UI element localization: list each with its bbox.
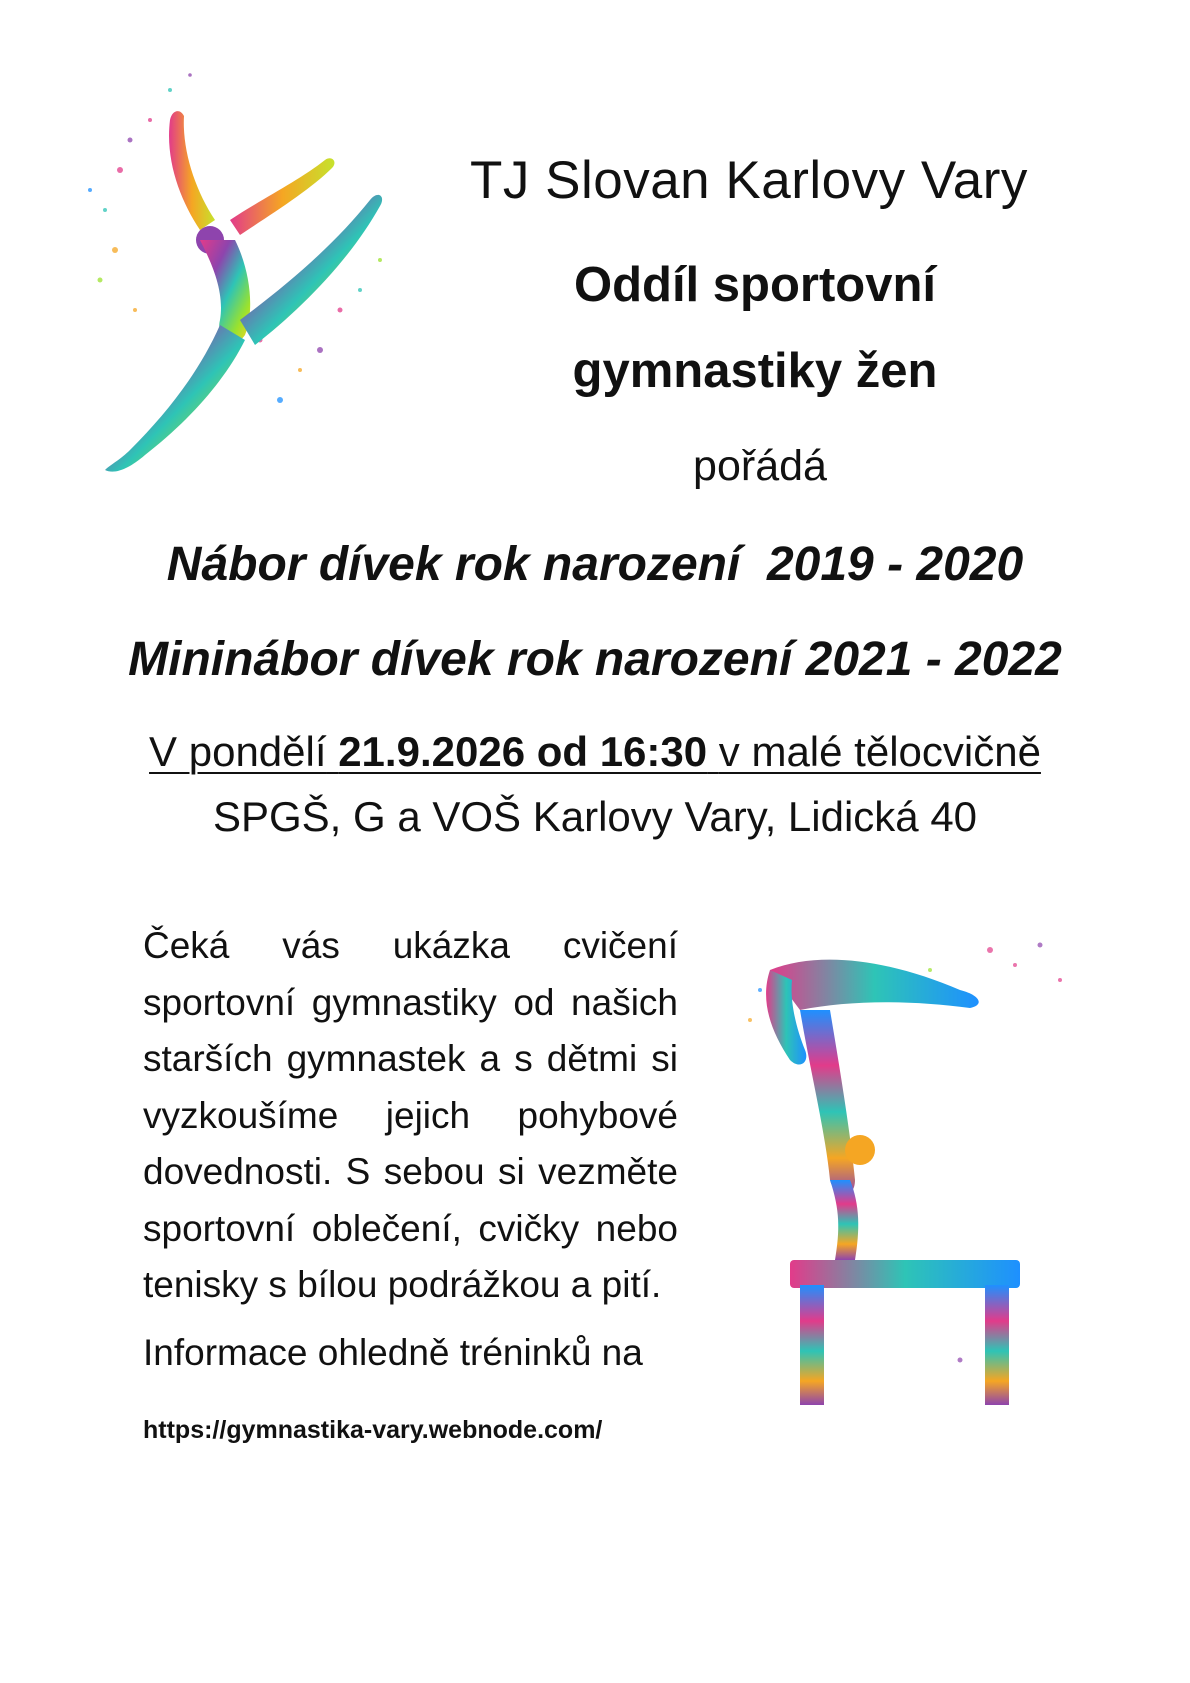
recruitment-line-1: Nábor dívek rok narození 2019 - 2020	[166, 538, 1024, 591]
section-title	[520, 242, 990, 414]
gymnast-leap-illustration	[60, 50, 430, 520]
event-description: Čeká vás ukázka cvičení sportovní gymnastiky od našich starších gymnastek a s dětmi si vyzkoušíme jejich pohybové dovednosti. S sebou si vezměte sportovní oblečení, cvičky nebo tenisky s bílou podrážkou a pití.	[143, 925, 678, 1305]
club-name: TJ Slovan Karlovy Vary	[470, 151, 1028, 210]
event-address: SPGŠ, G a VOŠ Karlovy Vary, Lidická 40	[212, 793, 978, 840]
event-day-prefix: V pondělí	[149, 728, 327, 775]
gymnast-handstand-illustration	[730, 930, 1090, 1430]
website-link[interactable]: https://gymnastika-vary.webnode.com/	[143, 1416, 603, 1444]
info-text: Informace ohledně tréninků na	[143, 1332, 643, 1373]
section-title-line1: Oddíl sportovní	[573, 258, 937, 312]
recruitment-line-2: Mininábor dívek rok narození 2021 - 2022	[128, 633, 1062, 686]
section-title-line2: gymnastiky žen	[572, 344, 938, 398]
organizes-label: pořádá	[693, 442, 827, 490]
event-date-line	[0, 728, 1190, 776]
event-date-time: 21.9.2026 od 16:30	[338, 728, 708, 775]
event-venue: v malé tělocvičně	[718, 728, 1041, 775]
